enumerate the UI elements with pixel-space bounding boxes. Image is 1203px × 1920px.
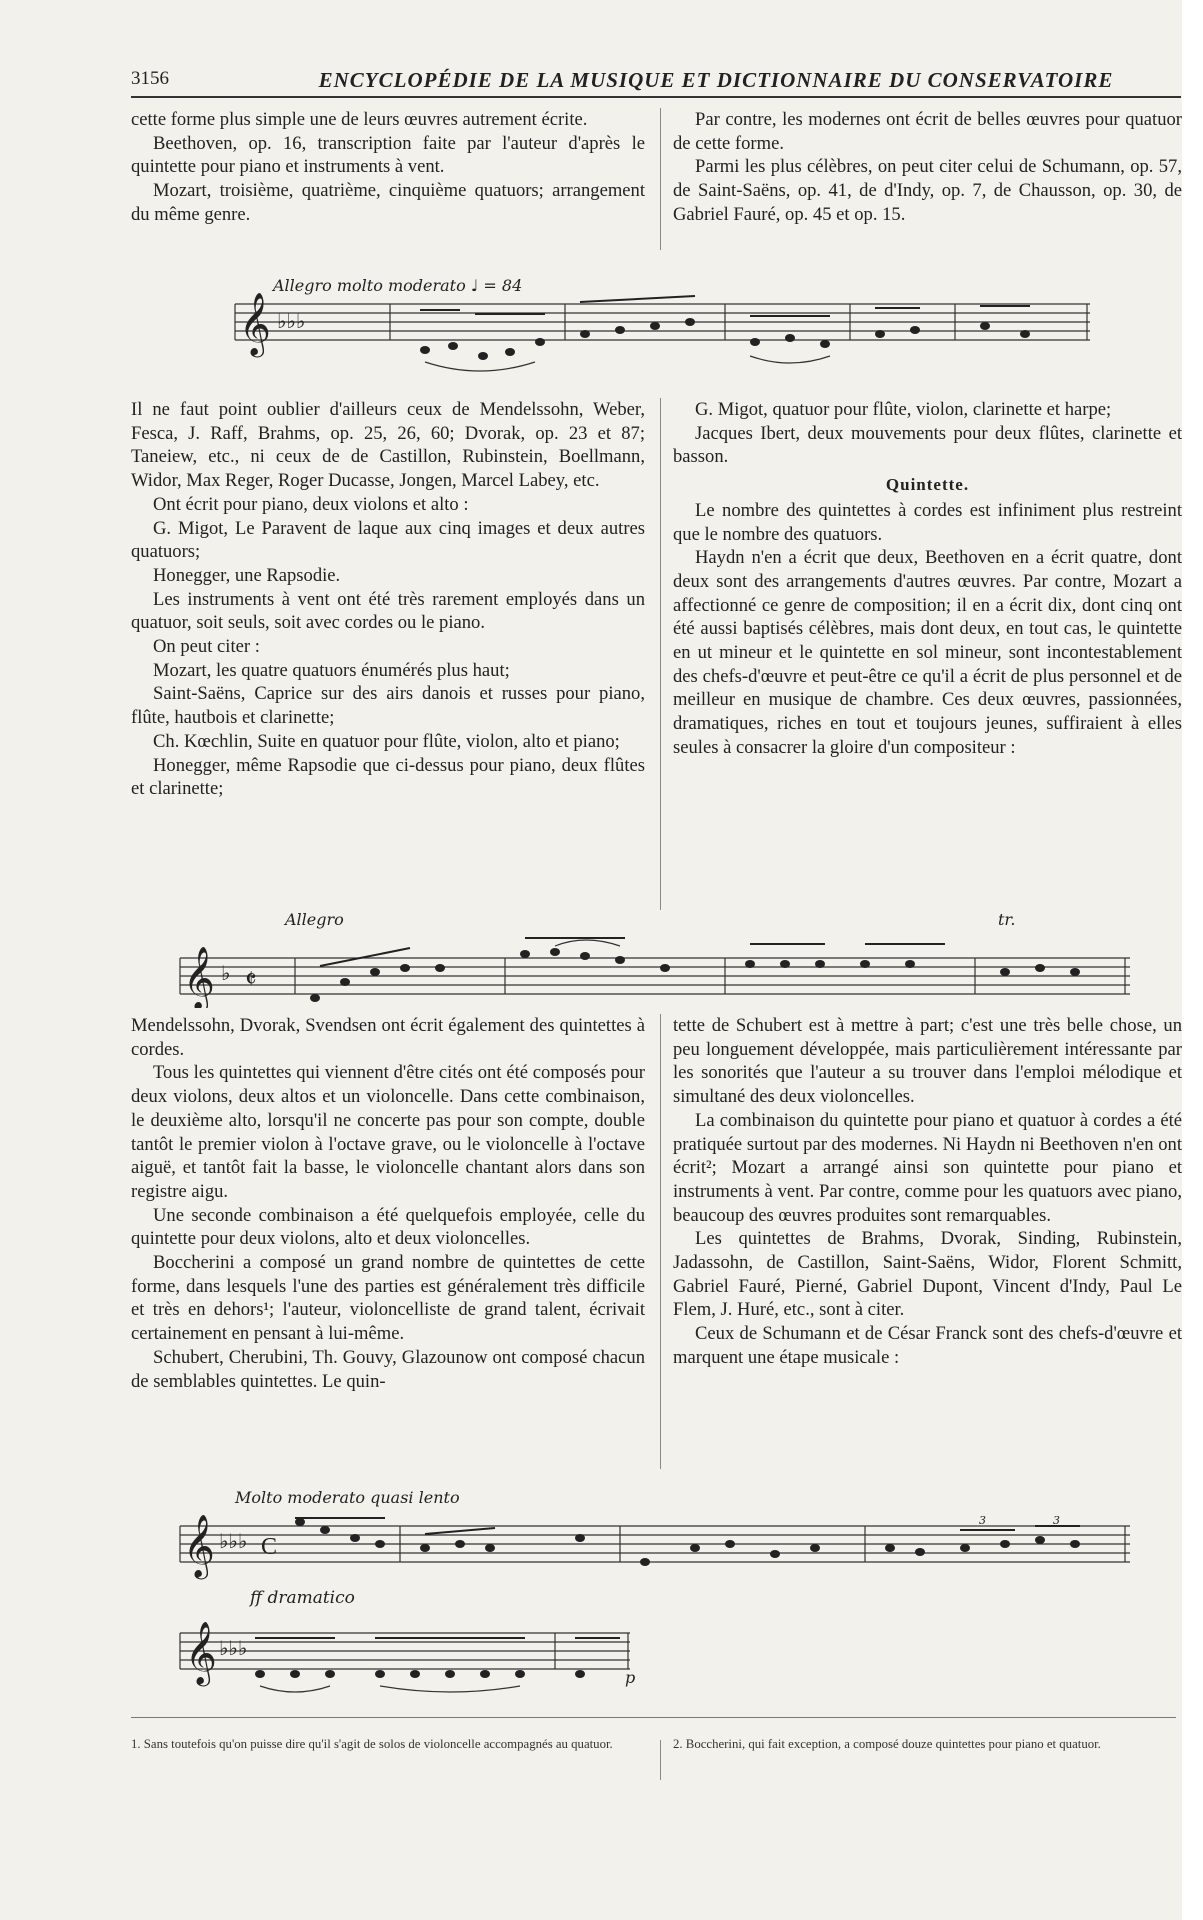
- music-example-3: [175, 1488, 1135, 1698]
- music-example-2: [175, 908, 1135, 1008]
- paragraph: Les quintettes de Brahms, Dvorak, Sinding, Rubinstein, Jadassohn, de Castillon, Saint-Saëns, Widor, Florent Schmitt, Gabriel Fauré, Pierné, Gabriel Dupont, Vincent d'Indy, Paul Le Flem, J. Huré, etc., sont à citer.: [673, 1228, 1182, 1321]
- paragraph: Mozart, les quatre quatuors énumérés plus haut;: [153, 659, 510, 681]
- paragraph: Schubert, Cherubini, Th. Gouvy, Glazounow ont composé chacun de semblables quintettes. Le quin-: [131, 1346, 645, 1392]
- paragraph: Honegger, une Rapsodie.: [153, 564, 341, 586]
- column-separator: [660, 108, 661, 250]
- paragraph: Boccherini a composé un grand nombre de quintettes de cette forme, dans lesquels l'une des parties est généralement très difficile et très en dehors¹; l'auteur, violoncelliste de grand talent, écrivait certainement en pensant à lui-même.: [131, 1252, 645, 1345]
- paragraph: Haydn n'en a écrit que deux, Beethoven en a écrit quatre, dont deux sont des arrangements d'autres œuvres. Par contre, Mozart a affectionné ce genre de composition; il en a écrit dix, dont cinq ont été aussi baptisés célèbres, mais dont deux, en tout cas, le quintette en ut mineur et le quintette en sol mineur, sont incontestablement des chefs-d'œuvre et peut-être ce qu'il a écrit de plus personnel et de meilleur en musique de chambre. Ces deux œuvres, passionnées, dramatiques, riches en tout et toujours jeunes, suffiraient à elles seules à consacrer la gloire d'un compositeur :: [673, 547, 1182, 758]
- paragraph: Ont écrit pour piano, deux violons et alto :: [153, 493, 469, 515]
- paragraph: Les instruments à vent ont été très rarement employés dans un quatuor, soit seuls, soit avec cordes ou le piano.: [131, 588, 645, 634]
- footnote-1: 1. Sans toutefois qu'on puisse dire qu'il s'agit de solos de violoncelle accompagnés au quatuor.: [131, 1737, 613, 1751]
- bottom-right-column: [673, 1014, 1182, 1370]
- flat-key-signature-icon: ♭: [221, 963, 231, 985]
- flat-key-signature-icon: ♭♭♭: [277, 311, 306, 333]
- dynamic-marking: p: [625, 1668, 636, 1687]
- treble-clef-icon: 𝄞: [183, 948, 215, 1008]
- paragraph: Beethoven, op. 16, transcription faite par l'auteur d'après le quintette pour piano et instruments à vent.: [131, 132, 645, 178]
- paragraph: Tous les quintettes qui viennent d'être cités ont été composés pour deux violons, deux altos et un violoncelle. Dans cette combinaison, le deuxième alto, lorsqu'il ne concerte pas pour son compte, double tantôt le premier violon à l'octave grave, ou le violoncelle à l'octave aiguë, et tantôt fait la basse, le violoncelle chantant alors dans son registre aigu.: [131, 1062, 645, 1202]
- footnote-2: 2. Boccherini, qui fait exception, a composé douze quintettes pour piano et quatuor.: [673, 1737, 1101, 1751]
- top-right-column: [673, 108, 1182, 227]
- paragraph: Le nombre des quintettes à cordes est infiniment plus restreint que le nombre des quatuors.: [673, 499, 1182, 545]
- middle-right-column: [673, 398, 1182, 760]
- paragraph: tette de Schubert est à mettre à part; c'est une très belle chose, un peu longuement développée, mais particulièrement intéressante par les sonorités que l'auteur a su trouver dans l'emploi mélodique et simultané des deux violoncelles.: [673, 1015, 1182, 1108]
- page-header: [131, 68, 1181, 94]
- paragraph: Mendelssohn, Dvorak, Svendsen ont écrit également des quintettes à cordes.: [131, 1015, 645, 1060]
- paragraph: Par contre, les modernes ont écrit de belles œuvres pour quatuor de cette forme.: [673, 109, 1182, 154]
- column-separator: [660, 1740, 661, 1780]
- flat-key-signature-icon: ♭♭♭: [219, 1531, 248, 1553]
- page-number: 3156: [131, 68, 169, 89]
- paragraph: G. Migot, quatuor pour flûte, violon, clarinette et harpe;: [695, 399, 1112, 420]
- paragraph: Honegger, même Rapsodie que ci-dessus pour piano, deux flûtes et clarinette;: [131, 754, 645, 800]
- middle-left-column: [131, 398, 645, 801]
- tempo-marking: Allegro molto moderato ♩ = 84: [273, 276, 523, 295]
- paragraph: Il ne faut point oublier d'ailleurs ceux de Mendelssohn, Weber, Fesca, J. Raff, Brahms, op. 25, 26, 60; Dvorak, op. 23 et 87; Taneiew, etc., ni ceux de de Castillon, Rubinstein, Boellmann, Widor, Max Reger, Roger Ducasse, Jongen, Marcel Labey, etc.: [131, 399, 645, 492]
- paragraph: Mozart, troisième, quatrième, cinquième quatuors; arrangement du même genre.: [131, 180, 645, 225]
- paragraph: Saint-Saëns, Caprice sur des airs danois et russes pour piano, flûte, hautbois et clarinette;: [131, 683, 645, 729]
- column-separator: [660, 398, 661, 910]
- paragraph: Jacques Ibert, deux mouvements pour deux flûtes, clarinette et basson.: [673, 422, 1182, 468]
- bottom-left-column: [131, 1014, 645, 1393]
- page-edge: [1182, 0, 1203, 1920]
- paragraph: Ceux de Schumann et de César Franck sont des chefs-d'œuvre et marquent une étape musicale :: [673, 1323, 1182, 1368]
- paragraph: La combinaison du quintette pour piano et quatuor à cordes a été pratiquée surtout par des modernes. Ni Haydn ni Beethoven n'en ont écrit²; Mozart a arrangé ainsi son quintette pour piano et instruments à vent. Par contre, comme pour les quatuors avec piano, beaucoup des œuvres produites sont remarquables.: [673, 1109, 1182, 1226]
- footnote-rule: [131, 1717, 1176, 1718]
- treble-clef-icon: 𝄞: [239, 294, 271, 354]
- ornament-marking: tr.: [998, 910, 1016, 929]
- dynamic-marking: ff dramatico: [250, 1588, 355, 1608]
- treble-clef-icon: 𝄞: [185, 1623, 217, 1683]
- paragraph: Parmi les plus célèbres, on peut citer celui de Schumann, op. 57, de Saint-Saëns, op. 41, de d'Indy, op. 7, de Chausson, op. 30, de Gabriel Fauré, op. 45 et op. 15.: [673, 156, 1182, 225]
- paragraph: G. Migot, Le Paravent de laque aux cinq images et deux autres quatuors;: [131, 517, 645, 563]
- tempo-marking: Molto moderato quasi lento: [235, 1488, 460, 1507]
- top-left-column: [131, 108, 645, 227]
- tempo-marking: Allegro: [285, 910, 344, 929]
- flat-key-signature-icon: ♭♭♭: [219, 1638, 248, 1660]
- alla-breve-icon: 𝄵: [245, 965, 257, 994]
- triplet-marking: 3: [1053, 1514, 1060, 1527]
- triplet-marking: 3: [979, 1514, 986, 1527]
- paragraph: On peut citer :: [153, 636, 260, 658]
- treble-clef-icon: 𝄞: [183, 1516, 215, 1576]
- paragraph: cette forme plus simple une de leurs œuvres autrement écrite.: [131, 109, 588, 130]
- common-time-icon: C: [261, 1534, 278, 1560]
- section-heading: Quintette.: [885, 475, 970, 495]
- paragraph: Ch. Kœchlin, Suite en quatuor pour flûte, violon, alto et piano;: [153, 730, 620, 752]
- running-title: ENCYCLOPÉDIE DE LA MUSIQUE ET DICTIONNAIRE DU CONSERVATOIRE: [318, 68, 1114, 92]
- music-example-1: [225, 272, 1095, 382]
- column-separator: [660, 1014, 661, 1469]
- paragraph: Une seconde combinaison a été quelquefois employée, celle du quintette pour deux violons, alto et deux violoncelles.: [131, 1204, 645, 1250]
- header-rule: [131, 96, 1181, 98]
